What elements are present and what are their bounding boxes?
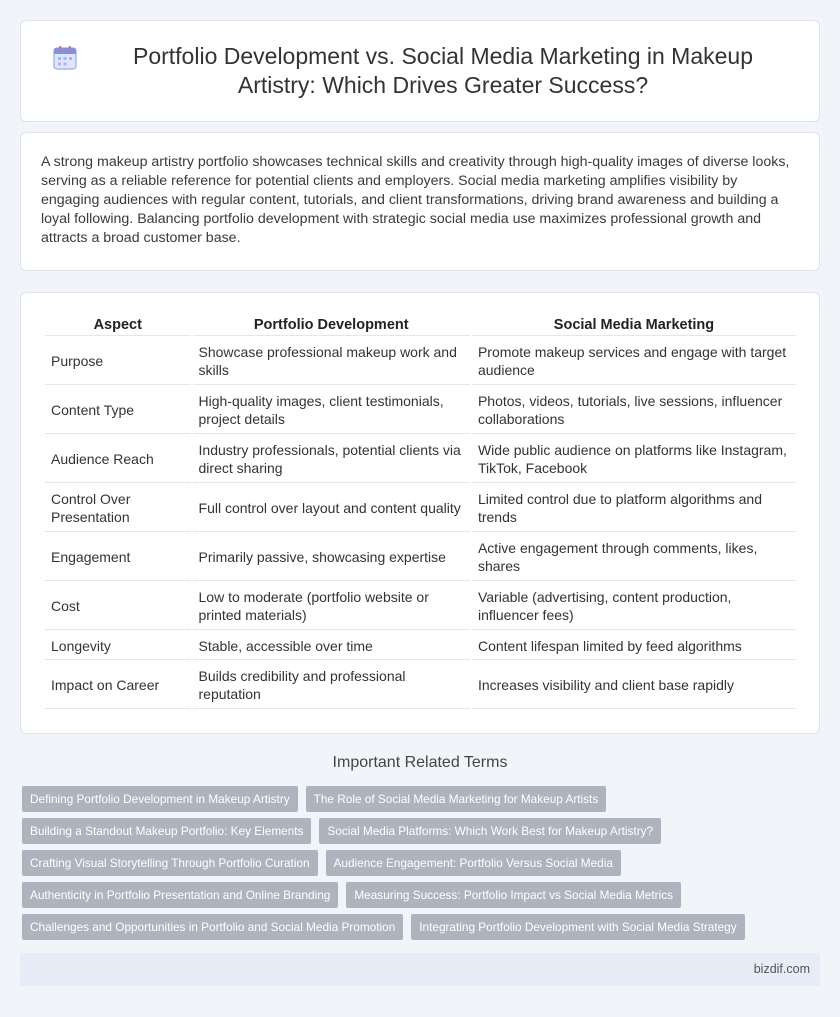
cell-social: Increases visibility and client base rapidly xyxy=(472,662,796,709)
table-row xyxy=(45,632,796,660)
tag-row xyxy=(22,914,822,940)
cell-aspect: Longevity xyxy=(45,632,191,660)
related-term-tag[interactable]: Audience Engagement: Portfolio Versus Social Media xyxy=(326,850,621,876)
related-terms-heading: Important Related Terms xyxy=(332,754,508,771)
cell-social: Wide public audience on platforms like Instagram, TikTok, Facebook xyxy=(472,436,796,483)
cell-aspect: Purpose xyxy=(45,338,191,385)
tag-row xyxy=(22,882,822,908)
cell-portfolio: Low to moderate (portfolio website or printed materials) xyxy=(193,583,470,630)
intro-paragraph: A strong makeup artistry portfolio showcases technical skills and creativity through high-quality images of diverse looks, serving as a reliable reference for potential clients and employers. Social media marketing amplifies visibility by engaging audiences with regular content, tutorials, and client transformations, driving brand awareness and building a loyal following. Balancing portfolio development with strategic social media use maximizes professional growth and attracts a broad customer base. xyxy=(41,154,790,246)
tag-row xyxy=(22,818,822,844)
related-term-tag[interactable]: The Role of Social Media Marketing for Makeup Artists xyxy=(306,786,607,812)
page-title: Portfolio Development vs. Social Media Marketing in Makeup Artistry: Which Drives Greater Success? xyxy=(132,43,753,98)
cell-aspect: Audience Reach xyxy=(45,436,191,483)
tag-row xyxy=(22,786,822,812)
cell-portfolio: Stable, accessible over time xyxy=(193,632,470,660)
related-term-tag[interactable]: Challenges and Opportunities in Portfolio and Social Media Promotion xyxy=(22,914,403,940)
cell-portfolio: Builds credibility and professional reputation xyxy=(193,662,470,709)
table-row xyxy=(45,436,796,483)
cell-portfolio: Industry professionals, potential clients via direct sharing xyxy=(193,436,470,483)
table-row xyxy=(45,662,796,709)
table-row xyxy=(45,387,796,434)
cell-aspect: Control Over Presentation xyxy=(45,485,191,532)
title-card xyxy=(20,20,820,122)
footer xyxy=(20,953,820,986)
cell-social: Limited control due to platform algorithms and trends xyxy=(472,485,796,532)
tag-row xyxy=(22,850,822,876)
related-term-tag[interactable]: Crafting Visual Storytelling Through Portfolio Curation xyxy=(22,850,318,876)
header-social: Social Media Marketing xyxy=(472,315,796,336)
table-row xyxy=(45,485,796,532)
site-link[interactable]: bizdif.com xyxy=(753,962,810,976)
cell-social: Content lifespan limited by feed algorithms xyxy=(472,632,796,660)
related-terms-list xyxy=(22,786,822,946)
calendar-icon xyxy=(51,44,79,72)
related-term-tag[interactable]: Building a Standout Makeup Portfolio: Key Elements xyxy=(22,818,311,844)
related-term-tag[interactable]: Social Media Platforms: Which Work Best for Makeup Artistry? xyxy=(319,818,661,844)
cell-social: Active engagement through comments, likes, shares xyxy=(472,534,796,581)
cell-aspect: Content Type xyxy=(45,387,191,434)
related-term-tag[interactable]: Measuring Success: Portfolio Impact vs Social Media Metrics xyxy=(346,882,681,908)
header-aspect: Aspect xyxy=(45,315,191,336)
table-row xyxy=(45,534,796,581)
cell-aspect: Engagement xyxy=(45,534,191,581)
cell-social: Variable (advertising, content production, influencer fees) xyxy=(472,583,796,630)
cell-portfolio: High-quality images, client testimonials, project details xyxy=(193,387,470,434)
cell-portfolio: Full control over layout and content quality xyxy=(193,485,470,532)
cell-social: Photos, videos, tutorials, live sessions, influencer collaborations xyxy=(472,387,796,434)
related-term-tag[interactable]: Authenticity in Portfolio Presentation and Online Branding xyxy=(22,882,338,908)
related-term-tag[interactable]: Defining Portfolio Development in Makeup Artistry xyxy=(22,786,298,812)
related-term-tag[interactable]: Integrating Portfolio Development with Social Media Strategy xyxy=(411,914,744,940)
cell-aspect: Impact on Career xyxy=(45,662,191,709)
intro-card xyxy=(20,132,820,271)
table-header-row xyxy=(45,315,796,336)
table-row xyxy=(45,583,796,630)
cell-aspect: Cost xyxy=(45,583,191,630)
cell-portfolio: Primarily passive, showcasing expertise xyxy=(193,534,470,581)
cell-portfolio: Showcase professional makeup work and skills xyxy=(193,338,470,385)
comparison-table-card xyxy=(20,292,820,734)
header-portfolio: Portfolio Development xyxy=(193,315,470,336)
table-row xyxy=(45,338,796,385)
comparison-table xyxy=(43,313,798,711)
cell-social: Promote makeup services and engage with target audience xyxy=(472,338,796,385)
